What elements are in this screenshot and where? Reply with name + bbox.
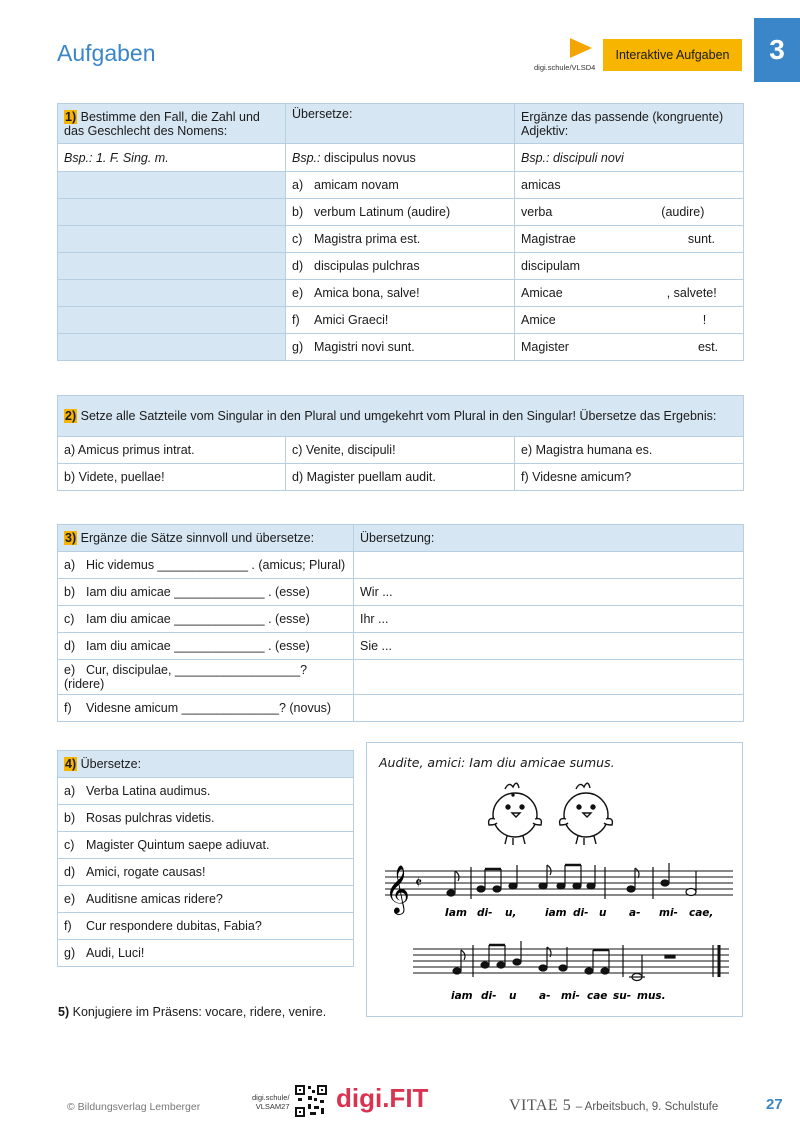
item-letter: f) <box>521 470 529 484</box>
ex1-phrase-cell <box>286 172 515 199</box>
lyric-syllable: di- <box>573 907 589 919</box>
ex3-sentence <box>58 695 354 722</box>
item-text: Magistra humana es. <box>535 443 653 457</box>
ex1-phrase-cell <box>286 334 515 361</box>
answer-word: Magistrae <box>521 232 576 246</box>
ex1-answer-cell[interactable] <box>515 226 744 253</box>
item-phrase: verbum Latinum (audire) <box>314 205 451 219</box>
lyric-syllable: mi- <box>659 907 678 919</box>
item-text: Iam diu amicae _____________ . (esse) <box>86 585 310 599</box>
ex3-sentence <box>58 552 354 579</box>
ex2-instruction-text: Setze alle Satzteile vom Singular in den Plural und umgekehrt vom Plural in den Singular! Übersetze das Ergebnis: <box>80 409 717 423</box>
ex1-example-case: Bsp.: 1. F. Sing. m. <box>58 144 286 172</box>
answer-hint: , salvete! <box>666 286 717 300</box>
ex1-example-translation <box>286 144 515 172</box>
item-letter: d) <box>64 639 76 653</box>
cut-time-icon: 𝄵 <box>415 873 423 892</box>
item-text: Magister Quintum saepe adiuvat. <box>86 838 270 852</box>
item-letter: g) <box>292 340 304 354</box>
digi-link[interactable] <box>534 38 594 74</box>
lyric-syllable: su- <box>613 990 632 1002</box>
exercise-4-table <box>57 750 354 967</box>
item-letter: a) <box>64 558 76 572</box>
ex4-item <box>58 940 354 967</box>
exercise-5 <box>58 1005 326 1019</box>
ex2-item <box>58 464 286 491</box>
item-text: Venite, discipuli! <box>305 443 396 457</box>
ex3-header <box>58 525 354 552</box>
answer-word: amicas <box>521 178 561 192</box>
answer-word: Magister <box>521 340 569 354</box>
digifit-logo: digi.FIT <box>336 1083 429 1113</box>
answer-hint: est. <box>697 340 719 354</box>
lyric-syllable: mus. <box>637 990 666 1002</box>
item-letter: f) <box>64 919 72 933</box>
lyric-line-2 <box>451 990 666 1002</box>
page-number: 27 <box>766 1096 783 1113</box>
ex1-phrase-cell <box>286 253 515 280</box>
ex4-header-text: Übersetze: <box>80 757 142 771</box>
item-text: Amicus primus intrat. <box>77 443 195 457</box>
ex1-header-adjective <box>515 104 744 144</box>
item-text: Verba Latina audimus. <box>86 784 211 798</box>
interactive-tasks-button[interactable]: Interaktive Aufgaben <box>603 39 742 71</box>
item-letter: b) <box>64 811 76 825</box>
lyric-syllable: mi- <box>561 990 580 1002</box>
ex1-answer-cell[interactable] <box>515 334 744 361</box>
item-letter: b) <box>64 585 76 599</box>
song-title: Audite, amici: Iam diu amicae sumus. <box>379 755 615 770</box>
ex4-header <box>58 751 354 778</box>
example-phrase: discipulus novus <box>323 150 416 165</box>
answer-hint: (audire) <box>661 205 705 219</box>
book-title <box>509 1097 718 1115</box>
ex1-answer-cell[interactable] <box>515 199 744 226</box>
exercise-number: 4) <box>65 757 77 771</box>
lyric-syllable: di- <box>477 907 493 919</box>
ex3-sentence <box>58 633 354 660</box>
digi-code: digi.schule/VLSD4 <box>534 63 596 72</box>
ex4-item <box>58 805 354 832</box>
play-arrow-icon[interactable] <box>570 38 592 58</box>
ex1-col1-header: Bestimme den Fall, die Zahl und das Geschlecht des Nomens: <box>64 109 260 138</box>
item-phrase: Magistra prima est. <box>314 232 421 246</box>
item-phrase: amicam novam <box>314 178 399 192</box>
lyric-syllable: cae, <box>689 907 714 919</box>
translation-cell[interactable] <box>354 552 744 579</box>
item-letter: e) <box>64 892 76 906</box>
item-letter: a) <box>64 443 76 457</box>
item-letter: b) <box>64 470 76 484</box>
lyric-syllable: di- <box>481 990 497 1002</box>
item-text: Amici, rogate causas! <box>86 865 206 879</box>
item-text: Hic videmus _____________ . (amicus; Plural) <box>86 558 346 572</box>
answer-word: Amice <box>521 313 556 327</box>
book-subtitle: – Arbeitsbuch, 9. Schulstufe <box>575 1101 719 1113</box>
item-letter: c) <box>64 838 75 852</box>
ex3-sentence <box>58 606 354 633</box>
item-letter: d) <box>292 259 304 273</box>
ex2-item <box>286 464 515 491</box>
answer-hint: sunt. <box>687 232 715 246</box>
ex4-item <box>58 913 354 940</box>
page-title: Aufgaben <box>57 40 156 66</box>
exercise-2-table <box>57 395 744 491</box>
item-letter: c) <box>292 443 303 457</box>
qr-code-icon[interactable] <box>294 1084 328 1118</box>
item-letter: d) <box>64 865 76 879</box>
book-name: VITAE 5 <box>509 1097 572 1114</box>
exercise-3-table <box>57 524 744 722</box>
ex4-item <box>58 778 354 805</box>
answer-hint: ! <box>702 313 707 327</box>
lyric-syllable: u <box>599 907 607 919</box>
answer-cell[interactable] <box>58 172 286 199</box>
treble-clef-icon: 𝄞 <box>385 864 410 913</box>
lyric-line-1 <box>445 907 713 919</box>
item-phrase: Amica bona, salve! <box>314 286 420 300</box>
example-prefix: Bsp.: <box>292 150 321 165</box>
exercise-number: 2) <box>65 409 77 423</box>
ex3-col1-header: Ergänze die Sätze sinnvoll und übersetze: <box>80 531 315 545</box>
ex1-phrase-cell <box>286 199 515 226</box>
item-letter: c) <box>292 232 303 246</box>
item-letter: e) <box>292 286 304 300</box>
ex1-phrase-cell <box>286 280 515 307</box>
translation-cell[interactable]: Sie ... <box>354 633 744 660</box>
ex1-phrase-cell <box>286 307 515 334</box>
item-text: Videsne amicum? <box>532 470 632 484</box>
item-letter: f) <box>292 313 300 327</box>
lyric-syllable: iam <box>451 990 473 1002</box>
ex2-instruction <box>58 396 744 437</box>
ex2-item <box>515 437 744 464</box>
ex4-item <box>58 859 354 886</box>
ex4-item <box>58 832 354 859</box>
ex2-item <box>286 437 515 464</box>
chick-icon <box>560 783 613 845</box>
ex3-sentence <box>58 579 354 606</box>
ex1-answer-cell[interactable] <box>515 307 744 334</box>
song-box <box>366 742 743 1017</box>
item-letter: a) <box>292 178 304 192</box>
answer-word: Amicae <box>521 286 563 300</box>
translation-cell[interactable]: Wir ... <box>354 579 744 606</box>
item-letter: a) <box>64 784 76 798</box>
item-letter: d) <box>292 470 304 484</box>
ex1-answer-cell[interactable] <box>515 172 744 199</box>
ex1-header-translate <box>286 104 515 144</box>
chick-icon <box>489 783 542 845</box>
answer-cell[interactable] <box>58 334 286 361</box>
lyric-syllable: u, <box>505 907 517 919</box>
ex1-col2-header: Übersetze: <box>292 107 353 121</box>
copyright: © Bildungsverlag Lemberger <box>67 1101 201 1113</box>
exercise-number: 1) <box>65 109 77 124</box>
item-text: Audi, Luci! <box>86 946 145 960</box>
ex1-header-case <box>58 104 286 144</box>
footer-code-line: VLSAM27 <box>255 1102 290 1111</box>
ex1-phrase-cell <box>286 226 515 253</box>
item-letter: f) <box>64 701 72 715</box>
translation-cell[interactable] <box>354 660 744 695</box>
item-letter: e) <box>64 663 76 677</box>
item-text: Cur respondere dubitas, Fabia? <box>86 919 262 933</box>
ex5-text: Konjugiere im Präsens: vocare, ridere, venire. <box>72 1005 327 1019</box>
exercise-number: 5) <box>58 1005 70 1019</box>
item-text: Auditisne amicas ridere? <box>86 892 223 906</box>
item-text: Videsne amicum ______________? (novus) <box>86 701 332 715</box>
item-letter: c) <box>64 612 75 626</box>
footer-digi-code <box>252 1093 290 1111</box>
answer-cell[interactable] <box>58 199 286 226</box>
answer-word: discipulam <box>521 259 581 273</box>
item-phrase: discipulas pulchras <box>314 259 420 273</box>
item-phrase: Magistri novi sunt. <box>314 340 415 354</box>
item-letter: b) <box>292 205 304 219</box>
item-letter: g) <box>64 946 76 960</box>
exercise-number: 3) <box>65 531 77 545</box>
song-illustration <box>367 743 744 1018</box>
item-text: Iam diu amicae _____________ . (esse) <box>86 612 310 626</box>
chapter-tab: 3 <box>754 18 800 82</box>
translation-cell[interactable]: Ihr ... <box>354 606 744 633</box>
translation-cell[interactable] <box>354 695 744 722</box>
notes-line-1 <box>447 863 696 899</box>
ex1-example-adjective: Bsp.: discipuli novi <box>515 144 744 172</box>
answer-cell[interactable] <box>58 280 286 307</box>
lyric-syllable: a- <box>539 990 551 1002</box>
item-letter: e) <box>521 443 533 457</box>
ex2-item <box>515 464 744 491</box>
lyric-syllable: iam <box>545 907 567 919</box>
ex1-answer-cell[interactable] <box>515 253 744 280</box>
answer-cell[interactable] <box>58 307 286 334</box>
ex3-sentence <box>58 660 354 695</box>
ex2-item <box>58 437 286 464</box>
exercise-1-table <box>57 103 744 361</box>
item-text: Videte, puellae! <box>78 470 165 484</box>
lyric-syllable: Iam <box>445 907 467 919</box>
item-phrase: Amici Graeci! <box>314 313 389 327</box>
item-text: Magister puellam audit. <box>306 470 436 484</box>
item-text: Cur, discipulae, __________________? (ridere) <box>64 663 308 691</box>
answer-cell[interactable] <box>58 253 286 280</box>
item-text: Iam diu amicae _____________ . (esse) <box>86 639 310 653</box>
footer-code-line: digi.schule/ <box>252 1093 290 1102</box>
ex1-col3-header: Ergänze das passende (kongruente) Adjektiv: <box>521 109 724 138</box>
ex1-answer-cell[interactable] <box>515 280 744 307</box>
ex3-header-translation: Übersetzung: <box>354 525 744 552</box>
ex4-item <box>58 886 354 913</box>
answer-word: verba <box>521 205 553 219</box>
answer-cell[interactable] <box>58 226 286 253</box>
item-text: Rosas pulchras videtis. <box>86 811 215 825</box>
lyric-syllable: cae <box>587 990 608 1002</box>
lyric-syllable: u <box>509 990 517 1002</box>
lyric-syllable: a- <box>629 907 641 919</box>
